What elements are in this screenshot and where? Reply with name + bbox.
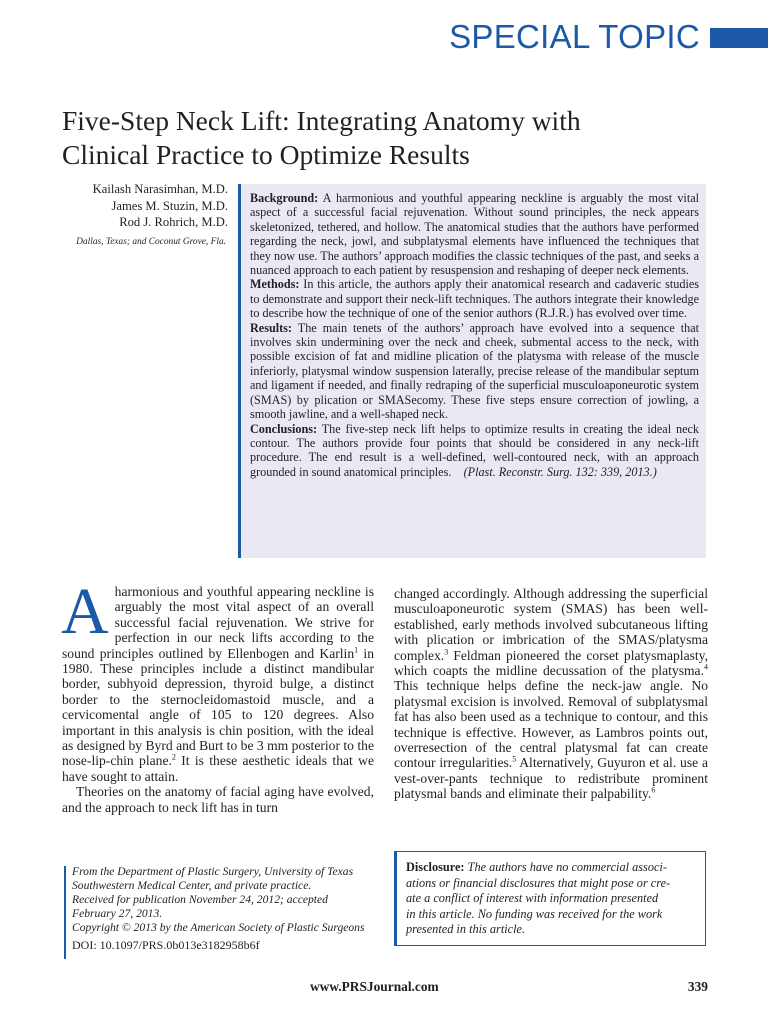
- section-heading: SPECIAL TOPIC: [449, 18, 700, 55]
- title-line: Clinical Practice to Optimize Results: [62, 138, 470, 170]
- body-paragraph: [394, 586, 708, 802]
- abstract-text: In this article, the authors apply their anatomical research and cadaveric studies to demonstrate and support their neck-lift techniques. The authors integrate their knowledge to describe how the technique of one of the senior authors (R.J.R.) has evolved over time.: [250, 277, 699, 321]
- body-text: harmonious and youthful appearing neckline is arguably the most vital aspect of an overall successful facial rejuvenation. We strive for perfection in our neck lifts according to the sound principles outlined by Ellenbogen and Karlin: [62, 584, 374, 661]
- abstract-text: The main tenets of the authors’ approach have evolved into a sequence that involves skin undermining over the neck and cheek, submental access to the neck, with possible excision of fat and midline plication of the platysma with release of the muscle inferiorly, platysmal window suspension laterally, precise release of the mandibular septum and ligament if needed, and finally redraping of the superficial musculoaponeurotic system (SMAS) by plication or SMASecomy. These five steps ensure correction of jowling, a smooth jawline, and a well-shaped neck.: [250, 320, 699, 422]
- journal-website-link[interactable]: www.PRSJournal.com: [310, 979, 439, 994]
- body-column-left: [61, 575, 374, 815]
- disclosure-line: presented in this article.: [406, 922, 526, 937]
- reference-marker: 5: [512, 754, 517, 764]
- abstract-results: [250, 321, 699, 422]
- reference-marker: 1: [354, 645, 359, 655]
- author-affiliation: Dallas, Texas; and Coconut Grove, Fla.: [76, 237, 226, 247]
- footnote-line: Copyright © 2013 by the American Society of Plastic Surgeons: [72, 921, 365, 935]
- body-text: It is these aesthetic ideals that we have sought to attain.: [62, 753, 374, 784]
- footnote-accent-rule: [64, 866, 66, 959]
- footnote-line: From the Department of Plastic Surgery, University of Texas: [72, 865, 354, 878]
- reference-marker: 3: [444, 647, 449, 657]
- disclosure-line: in this article. No funding was received for the work: [406, 906, 663, 921]
- reference-marker: 6: [651, 785, 656, 795]
- drop-cap: A: [61, 575, 109, 648]
- abstract-citation: (Plast. Reconstr. Surg. 132: 339, 2013.): [463, 464, 657, 479]
- article-footnote: [72, 865, 376, 953]
- article-title: [62, 104, 722, 171]
- abstract-label: Methods:: [250, 277, 300, 292]
- author-name: Rod J. Rohrich, M.D.: [119, 215, 228, 230]
- abstract-text: The five-step neck lift helps to optimize results in creating the ideal neck contour. The authors provide four points that should be considered in any neck-lift procedure. The end result is a well-defined, well-contoured neck, with an approach grounded in sound anatomical principles.: [250, 421, 699, 479]
- doi-link[interactable]: DOI: 10.1097/PRS.0b013e3182958b6f: [72, 938, 260, 953]
- body-column-right: [394, 586, 708, 802]
- author-list: [62, 181, 228, 231]
- disclosure-line: ate a conflict of interest with information presented: [406, 891, 659, 906]
- body-text: in 1980. These principles include a distinct mandibular border, subhyoid depression, thyroid bulge, a distinct border to the sternocleidomastoid muscle, and a cervicomental angle of 105 to 120 degrees. Also important in this analysis is chin position, with the ideal as designed by Byrd and Burt to be 3 mm posterior to the nose-lip-chin plane.: [62, 645, 374, 769]
- page-number: 339: [687, 979, 708, 994]
- disclosure: [406, 860, 702, 938]
- abstract-label: Background:: [250, 191, 319, 205]
- abstract-methods: [250, 277, 699, 320]
- footnote-line: Received for publication November 24, 2012; accepted: [72, 893, 328, 907]
- abstract-text: A harmonious and youthful appearing neckline is arguably the most vital aspect of a successful facial rejuvenation. Without sound principles, the neck appears skeletonized, tethered, and hollow. The anatomical studies that the authors have performed regarding the neck, jowl, and subplatysmal elements have influenced the techniques that they now use. The authors’ approach modifies the classic techniques of the past, and seeks a nuanced approach to each patient by resuspension and reshaping of deeper neck elements.: [250, 191, 699, 278]
- disclosure-text: The authors have no commercial associ-: [464, 860, 667, 874]
- abstract-conclusions: [250, 422, 699, 480]
- body-text: Alternatively, Guyuron et al. use a vest-over-pants technique to redistribute prominent platysmal bands and eliminate their palpability.: [394, 755, 708, 802]
- disclosure-line: [406, 860, 702, 876]
- author-name: Kailash Narasimhan, M.D.: [92, 182, 228, 196]
- footnote-line: Southwestern Medical Center, and private practice.: [72, 879, 312, 893]
- abstract: [250, 191, 699, 479]
- reference-marker: 4: [704, 662, 708, 672]
- body-text: Feldman pioneered the corset platysmaplasty, which coapts the midline decussation of the platysma.: [394, 647, 708, 679]
- abstract-label: Conclusions:: [250, 421, 318, 436]
- author-name: James M. Stuzin, M.D.: [111, 198, 228, 213]
- body-text: changed accordingly. Although addressing the superficial musculoaponeurotic system (SMAS) has been well-established, early methods involved subcutaneous lifting with plication or imbrication of the SMAS/platysma complex.: [394, 586, 708, 663]
- footnote-line: February 27, 2013.: [72, 907, 163, 921]
- disclosure-label: Disclosure:: [406, 860, 465, 874]
- abstract-label: Results:: [250, 320, 292, 335]
- header-accent-bar: [710, 28, 768, 48]
- disclosure-line: ations or financial disclosures that might pose or cre-: [406, 875, 671, 890]
- body-text: This technique helps define the neck-jaw angle. No platysmal excision is involved. Removal of subplatysmal fat has also been used as a technique to contour, and this technique is effective. However, as Lambros points out, overresection of the central platysmal fat can create contour irregularities.: [394, 678, 708, 771]
- body-paragraph: [61, 575, 374, 784]
- abstract-background: [250, 191, 699, 277]
- body-paragraph: Theories on the anatomy of facial aging have evolved, and the approach to neck lift has in turn: [62, 784, 374, 815]
- abstract-accent-rule: [238, 184, 241, 558]
- reference-marker: 2: [171, 752, 176, 762]
- title-line: Five-Step Neck Lift: Integrating Anatomy with: [62, 105, 581, 136]
